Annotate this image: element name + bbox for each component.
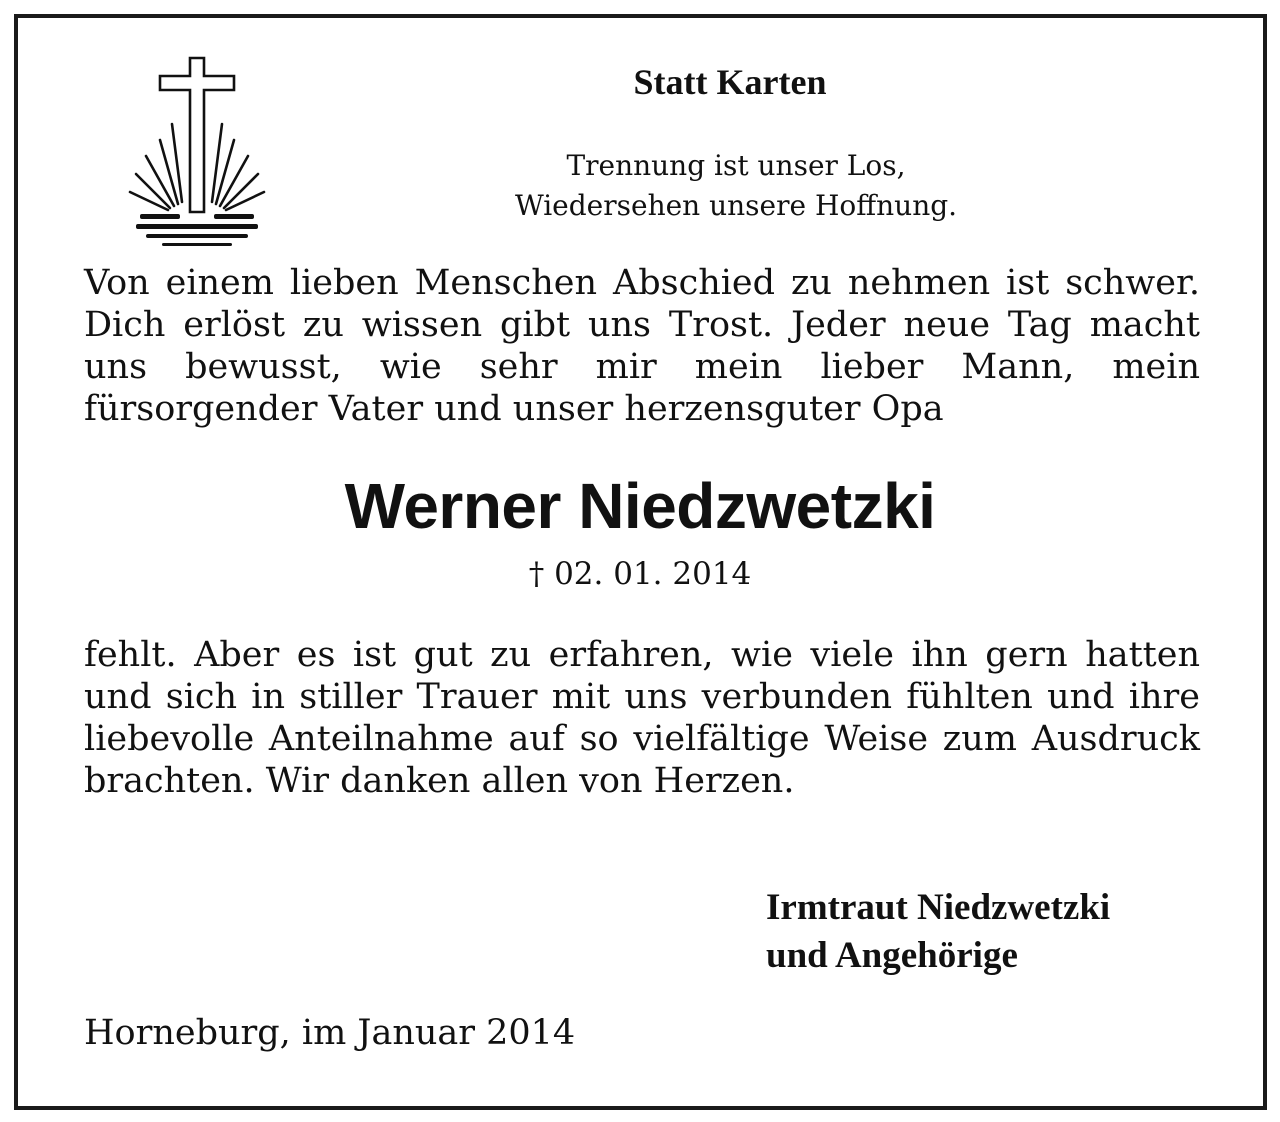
death-date: † 02. 01. 2014	[528, 556, 752, 592]
notice-heading: Statt Karten	[633, 62, 827, 102]
cross-sunrise-icon	[122, 52, 272, 252]
motto-line-1: Trennung ist unser Los,	[566, 149, 906, 182]
intro-paragraph: Von einem lieben Menschen Abschied zu nehmen ist schwer. Dich erlöst zu wissen gibt uns Trost. Jeder neue Tag macht uns bewusst, wie sehr mir mein lieber Mann, mein fürsorgender Vater und unser herzensguter Opa	[84, 263, 1200, 429]
signature-line-2: und Angehörige	[766, 935, 1018, 976]
place-and-date: Horneburg, im Januar 2014	[84, 1013, 576, 1053]
signature	[766, 884, 1110, 980]
motto	[336, 146, 1136, 226]
motto-line-2: Wiedersehen unsere Hoffnung.	[514, 189, 958, 222]
signature-line-1: Irmtraut Niedzwetzki	[766, 887, 1111, 928]
deceased-name: Werner Niedzwetzki	[344, 470, 936, 542]
closing-paragraph: fehlt. Aber es ist gut zu erfahren, wie viele ihn gern hatten und sich in stiller Trauer mit uns verbunden fühlten und ihre liebevolle Anteilnahme auf so vielfältige Weise zum Ausdruck brachten. Wir danken allen von Herzen.	[84, 635, 1200, 801]
